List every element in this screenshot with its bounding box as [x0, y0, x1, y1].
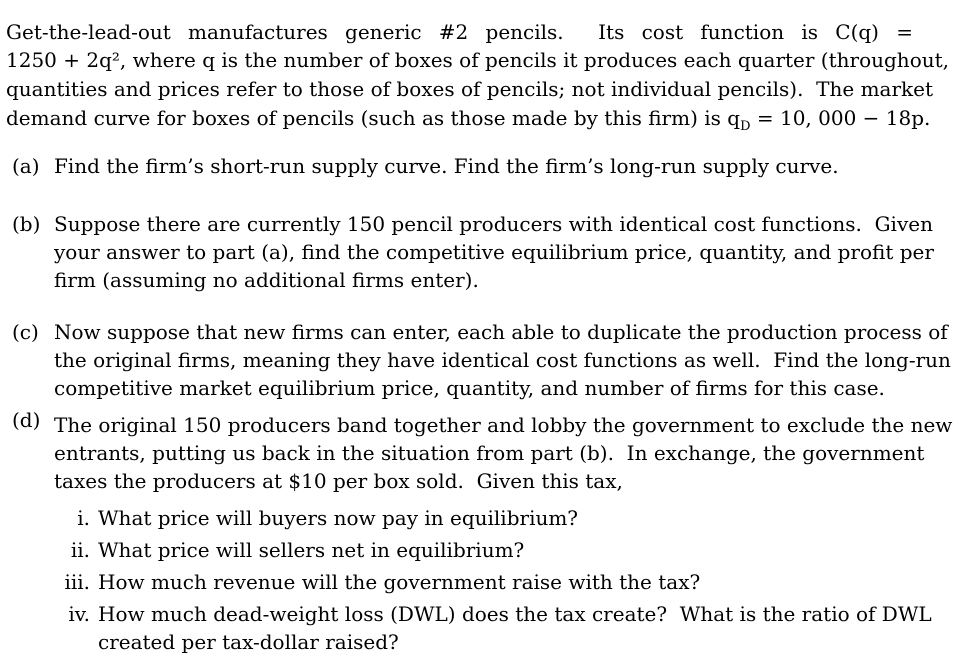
subitem-iv-line-1: How much dead-weight loss (DWL) does the tax create? What is the ratio of DWL [98, 602, 932, 626]
part-a-marker: (a) [12, 154, 40, 178]
demand-subscript: D [740, 119, 751, 134]
intro-line-2: 1250 + 2q², where q is the number of boxes of pencils it produces each quarter (throughout, [6, 48, 950, 72]
subitem-iv-line-2: created per tax-dollar raised? [98, 630, 399, 654]
part-c-marker: (c) [12, 320, 39, 344]
part-d-line-1: The original 150 producers band together and lobby the government to exclude the new [54, 413, 953, 437]
part-d-line-3: taxes the producers at $10 per box sold. Given this tax, [54, 469, 623, 493]
subitem-i-text: What price will buyers now pay in equilibrium? [98, 506, 579, 530]
part-c-line-2: the original firms, meaning they have identical cost functions as well. Find the long-run [54, 348, 951, 372]
part-b-line-2: your answer to part (a), find the competitive equilibrium price, quantity, and profit per [54, 240, 934, 264]
intro-line-1: Get-the-lead-out manufactures generic #2 pencils. Its cost function is C(q) = [6, 20, 913, 44]
subitem-i-marker: i. [77, 506, 90, 530]
subitem-ii-marker: ii. [70, 538, 90, 562]
subitem-ii-text: What price will sellers net in equilibrium? [98, 538, 525, 562]
intro-line-4 [6, 104, 930, 141]
part-b-marker: (b) [12, 212, 41, 236]
intro-line-4-text: demand curve for boxes of pencils (such as those made by this firm) is q [6, 106, 741, 130]
intro-line-3: quantities and prices refer to those of boxes of pencils; not individual pencils). The market [6, 77, 934, 101]
subitem-iii-text: How much revenue will the government raise with the tax? [98, 570, 701, 594]
subitem-iv-marker: iv. [68, 602, 90, 626]
subitem-iii-marker: iii. [64, 570, 90, 594]
part-c-line-3: competitive market equilibrium price, quantity, and number of firms for this case. [54, 376, 885, 400]
part-d-line-2: entrants, putting us back in the situation from part (b). In exchange, the government [54, 441, 925, 465]
intro-line-4-equation: = 10, 000 − 18p. [750, 106, 931, 130]
part-a-line-1: Find the firm’s short-run supply curve. Find the firm’s long-run supply curve. [54, 154, 839, 178]
part-b-line-3: firm (assuming no additional firms enter). [54, 268, 479, 292]
part-b-line-1: Suppose there are currently 150 pencil producers with identical cost functions. Given [54, 212, 933, 236]
part-d-marker: (d) [12, 408, 41, 432]
part-c-line-1: Now suppose that new firms can enter, each able to duplicate the production process of [54, 320, 948, 344]
